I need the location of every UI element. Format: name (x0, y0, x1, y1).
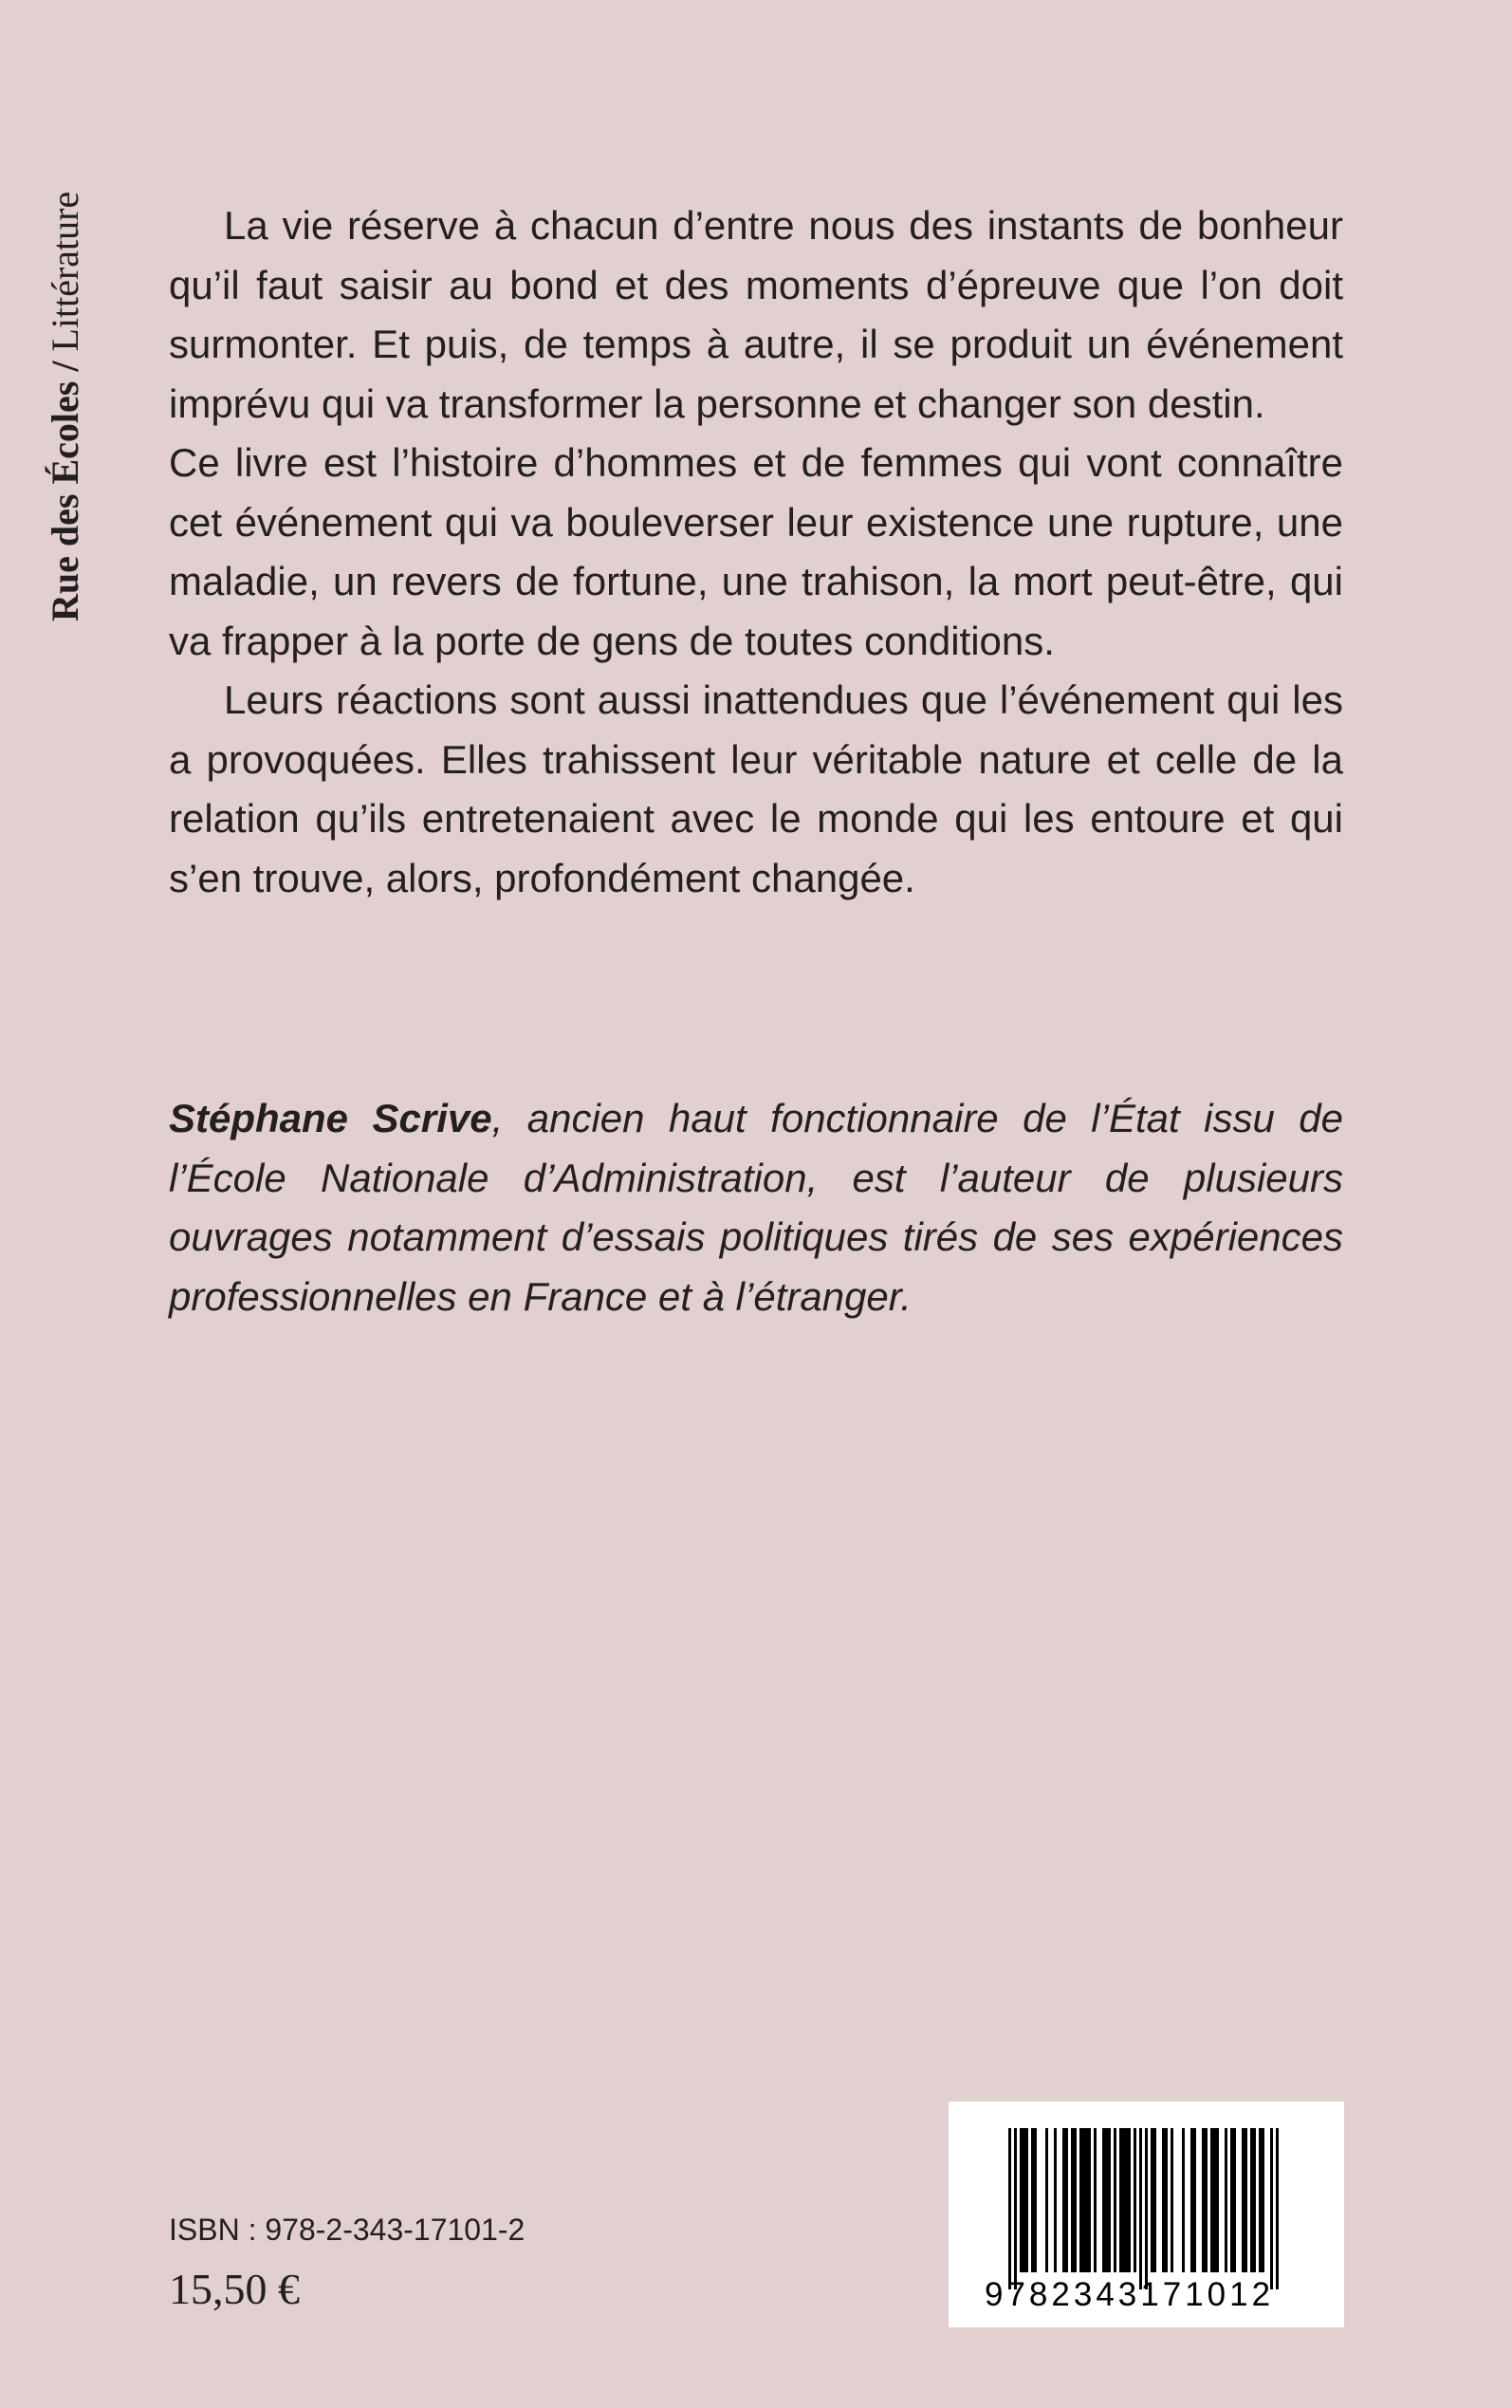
barcode-digits: 9782343171012 (985, 2276, 1275, 2313)
spine-title (42, 62, 89, 621)
barcode-bar (1250, 2128, 1256, 2272)
back-cover-blurb (169, 196, 1343, 908)
barcode-bar (1045, 2128, 1048, 2272)
category-name: Littérature (44, 191, 86, 352)
barcode-bar (1119, 2128, 1131, 2272)
barcode-bar (1094, 2128, 1097, 2272)
barcode-bar (1230, 2128, 1236, 2272)
barcode-bar (1270, 2128, 1273, 2289)
barcode-bar (1102, 2128, 1111, 2272)
barcode-bar (1190, 2128, 1196, 2272)
blurb-paragraph-1: La vie réserve à chacun d’entre nous des instants de bonheur qu’il faut saisir au bond et des moments d’épreuve que l’on doit surmonter. Et puis, de temps à autre, il se produit un événement imprévu qui va transformer la personne et changer son destin. (169, 203, 1343, 426)
barcode-bar (1210, 2128, 1219, 2272)
barcode-bar (1008, 2128, 1011, 2289)
blurb-paragraph-3: Leurs réactions sont aussi inattendues que l’événement qui les a provoquées. Elles trahissent leur véritable nature et celle de la relation qu’ils entretenaient avec le monde qui les entoure et qui s’en trouve, alors, profondément changée. (169, 677, 1343, 900)
price: 15,50 € (169, 2265, 300, 2313)
collection-name: Rue des Écoles (44, 380, 86, 621)
barcode-bar (1114, 2128, 1116, 2272)
author-name: Stéphane Scrive (169, 1096, 492, 1140)
barcode-bar (1171, 2128, 1173, 2272)
barcode-bar (1162, 2128, 1168, 2272)
barcode (949, 2102, 1344, 2327)
barcode-bar (1276, 2128, 1279, 2289)
spine-separator: / (44, 351, 86, 381)
barcode-bar (1139, 2128, 1142, 2289)
barcode-bar (1054, 2128, 1057, 2272)
barcode-bar (1071, 2128, 1077, 2272)
barcode-bar (1242, 2128, 1247, 2272)
barcode-bar (1020, 2128, 1028, 2272)
barcode-bar (1151, 2128, 1156, 2272)
author-bio (169, 1089, 1343, 1326)
barcode-bar (1134, 2128, 1136, 2272)
barcode-bar (1225, 2128, 1227, 2272)
blurb-paragraph-2: Ce livre est l’histoire d’hommes et de femmes qui vont connaître cet événement qui va bouleverser leur existence une rupture, une maladie, un revers de fortune, une trahison, la mort peut-être, qui va frapper à la porte de gens de toutes conditions. (169, 440, 1343, 663)
barcode-bar (1031, 2128, 1037, 2272)
barcode-bar (1202, 2128, 1208, 2272)
barcode-bar (1014, 2128, 1017, 2289)
author-bio-text: , ancien haut fonctionnaire de l’État issu de l’École Nationale d’Administration, est l’auteur de plusieurs ouvrages notamment d’essais politiques tirés de ses expériences professionnelles en France et à l’étranger. (169, 1096, 1343, 1319)
isbn: ISBN : 978-2-343-17101-2 (169, 2213, 526, 2247)
barcode-bar (1079, 2128, 1091, 2272)
barcode-bar (1062, 2128, 1068, 2272)
barcode-bar (1145, 2128, 1148, 2289)
barcode-bar (1259, 2128, 1264, 2272)
barcode-bar (1182, 2128, 1185, 2272)
